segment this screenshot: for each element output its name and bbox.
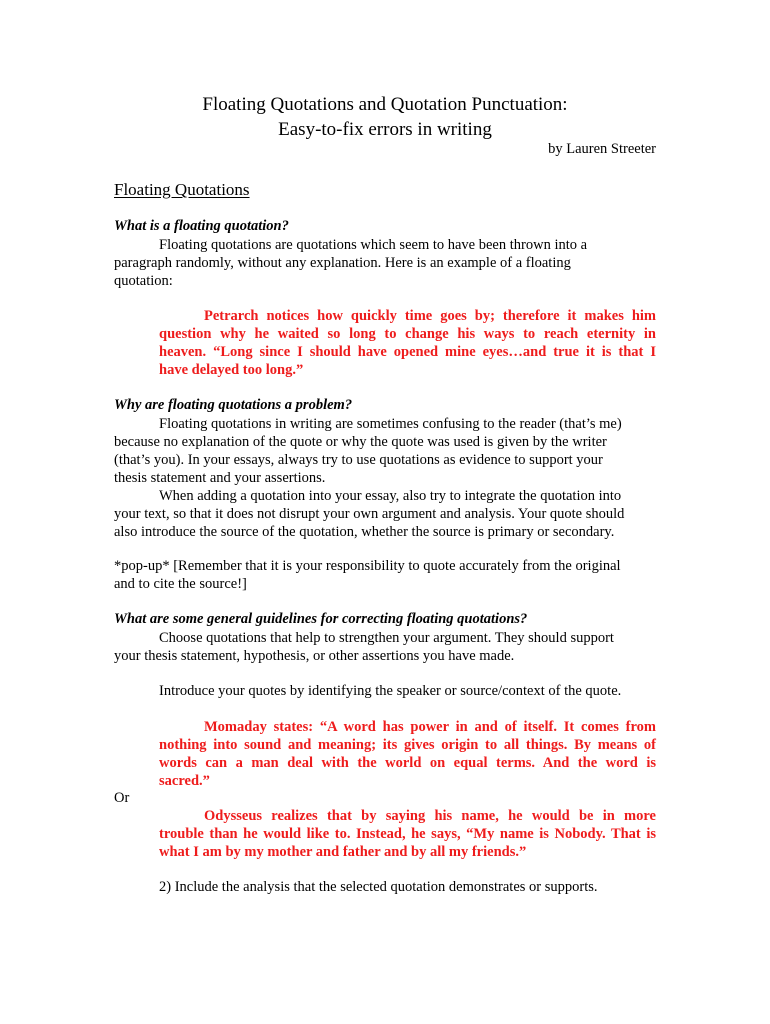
paragraph-line: also introduce the source of the quotation, whether the source is primary or secondary. — [114, 524, 615, 540]
quotation-line: what I am by my mother and father and by all my friends.” — [159, 844, 527, 860]
paragraph-line: paragraph randomly, without any explanation. Here is an example of a floating — [114, 255, 571, 271]
paragraph-line: Choose quotations that help to strengthen your argument. They should support — [159, 630, 614, 646]
example-quotation-2 — [159, 718, 656, 790]
paragraph-line: Floating quotations are quotations which seem to have been thrown into a — [159, 237, 588, 253]
paragraph-line: (that’s you). In your essays, always try to use quotations as evidence to support your — [114, 452, 603, 468]
paragraph-4: Introduce your quotes by identifying the speaker or source/context of the quote. — [159, 683, 622, 699]
paragraph-line: *pop-up* [Remember that it is your responsibility to quote accurately from the original — [114, 558, 621, 574]
document-title-line-2: Easy-to-fix errors in writing — [278, 119, 492, 140]
example-quotation-1 — [159, 307, 656, 379]
quotation-line: heaven. “Long since I should have opened mine eyes…and true it is that I — [159, 344, 656, 360]
paragraph-1 — [114, 236, 654, 290]
quotation-line: trouble than he would like to. Instead, he says, “My name is Nobody. That is — [159, 826, 656, 842]
quotation-line: Momaday states: “A word has power in and of itself. It comes from — [204, 719, 656, 735]
question-heading-2: Why are floating quotations a problem? — [114, 397, 353, 413]
paragraph-line: When adding a quotation into your essay, also try to integrate the quotation into — [159, 488, 622, 504]
paragraph-line: quotation: — [114, 273, 173, 289]
quotation-line: sacred.” — [159, 773, 210, 789]
quotation-line: Petrarch notices how quickly time goes by; therefore it makes him — [204, 308, 656, 324]
paragraph-2 — [114, 415, 654, 541]
quotation-line: nothing into sound and meaning; its gives origin to all things. By means of — [159, 737, 656, 753]
question-heading-1: What is a floating quotation? — [114, 218, 289, 234]
quotation-line: Odysseus realizes that by saying his name, he would be in more — [204, 808, 656, 824]
paragraph-line: your text, so that it does not disrupt your own argument and analysis. Your quote should — [114, 506, 625, 522]
paragraph-line: thesis statement and your assertions. — [114, 470, 326, 486]
paragraph-line: because no explanation of the quote or why the quote was used is given by the writer — [114, 434, 607, 450]
paragraph-line: your thesis statement, hypothesis, or other assertions you have made. — [114, 648, 515, 664]
section-heading: Floating Quotations — [114, 180, 250, 199]
paragraph-5: 2) Include the analysis that the selected quotation demonstrates or supports. — [159, 879, 598, 895]
quotation-line: words can a man deal with the world on equal terms. And the word is — [159, 755, 656, 771]
paragraph-3 — [114, 629, 654, 665]
quotation-line: question why he waited so long to change his ways to reach eternity in — [159, 326, 656, 342]
paragraph-line: and to cite the source!] — [114, 576, 247, 592]
popup-note — [114, 557, 654, 593]
quotation-line: have delayed too long.” — [159, 362, 304, 378]
paragraph-line: Floating quotations in writing are sometimes confusing to the reader (that’s me) — [159, 416, 622, 432]
example-quotation-3 — [159, 807, 656, 861]
document-title-line-1: Floating Quotations and Quotation Punctuation: — [202, 94, 568, 115]
author-byline: by Lauren Streeter — [548, 141, 656, 157]
question-heading-3: What are some general guidelines for correcting floating quotations? — [114, 611, 528, 627]
or-label: Or — [114, 790, 130, 806]
